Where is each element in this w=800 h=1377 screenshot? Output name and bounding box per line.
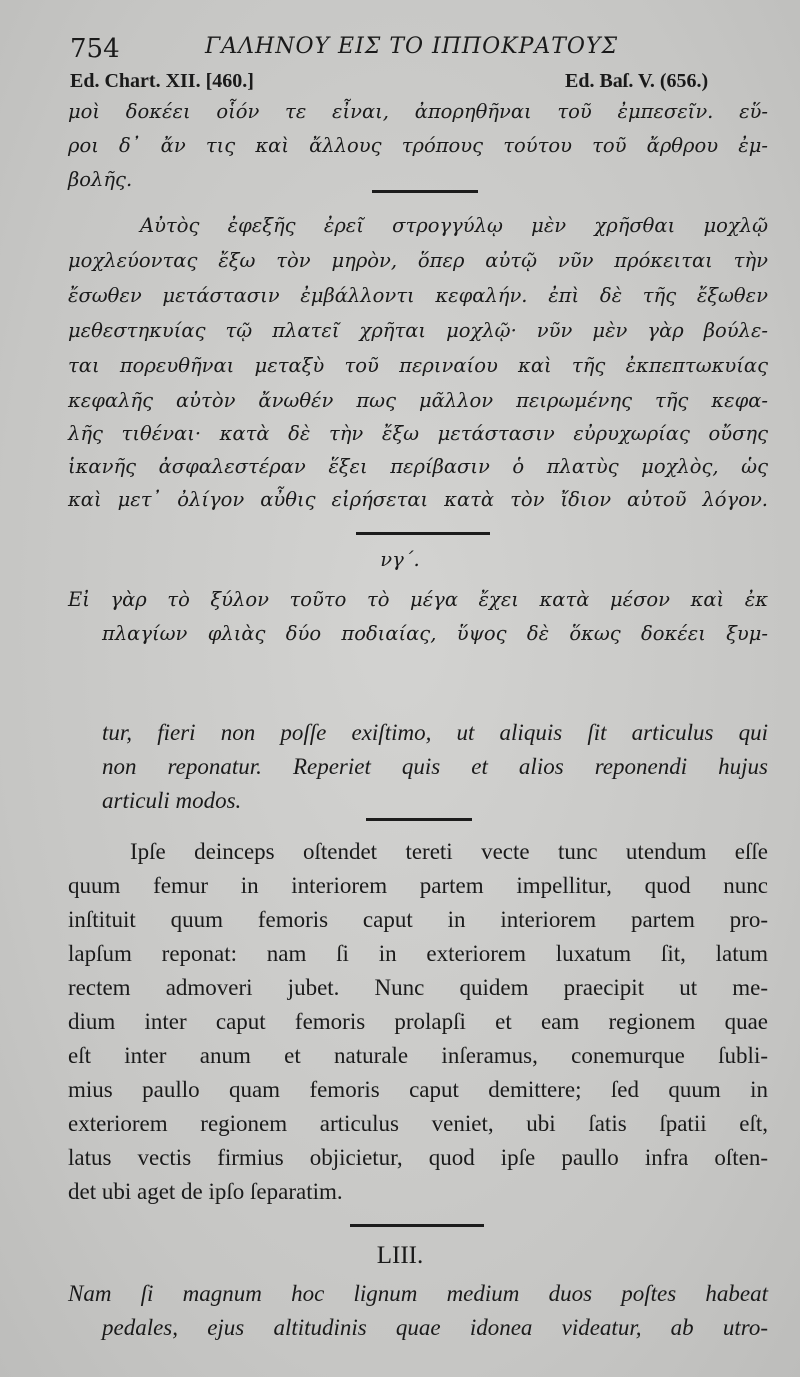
text-line: βολῆς. [68,168,133,191]
section-number-greek: νγ΄. [380,548,420,571]
text-line: rectem admoveri jubet. Nunc quidem praecipit ut me- [68,975,768,1000]
text-line: lapſum reponat: nam ſi in exteriorem luxatum ſit, latum [68,941,768,966]
text-line: mius paullo quam femoris caput demittere; ſed quum in [68,1077,768,1102]
separator-rule [366,818,472,821]
text-line: tur, fieri non poſſe exiſtimo, ut aliquis ſit articulus qui [102,720,768,745]
text-line: Αὐτὸς ἐφεξῆς ἐρεῖ στρογγύλῳ μὲν χρῆσθαι μοχλῷ [140,214,768,237]
separator-rule [356,532,490,535]
running-title: ΓΑΛΗΝΟΥ ΕΙΣ ΤΟ ΙΠΠΟΚΡΑΤΟΥΣ [205,34,619,59]
page-number: 754 [70,34,120,64]
text-line: quum femur in interiorem partem impellitur, quod nunc [68,873,768,898]
text-line: καὶ μετ᾽ ὀλίγον αὖθις εἰρήσεται κατὰ τὸν ἴδιον αὐτοῦ λόγον. [68,488,768,511]
text-line: latus vectis firmius objicietur, quod ipſe paullo infra oſten- [68,1145,768,1170]
text-line: μοὶ δοκέει οἷόν τε εἶναι, ἀπορηθῆναι τοῦ ἐμπεσεῖν. εὕ- [68,100,768,123]
text-line: exteriorem regionem articulus veniet, ubi ſatis ſpatii eſt, [68,1111,768,1136]
text-line: κεφαλῆς αὐτὸν ἄνωθέν πως μᾶλλον πειρωμένης τῆς κεφα- [68,389,768,412]
separator-rule [372,190,478,193]
text-line: Εἰ γὰρ τὸ ξύλον τοῦτο τὸ μέγα ἔχει κατὰ μέσον καὶ ἐκ [68,588,768,611]
separator-rule [350,1224,484,1227]
edition-chartier-ref: Ed. Chart. XII. [460.] [70,70,254,92]
text-line: ται πορευθῆναι μεταξὺ τοῦ περιναίου καὶ τῆς ἐκπεπτωκυίας [68,354,768,377]
text-line: λῆς τιθέναι· κατὰ δὲ τὴν ἔξω μετάστασιν εὐρυχωρίας οὔσης [68,422,768,445]
text-line: articuli modos. [102,788,242,813]
section-number-latin: LIII. [376,1242,424,1269]
text-line: Nam ſi magnum hoc lignum medium duos poſtes habeat [68,1281,768,1306]
text-line: pedales, ejus altitudinis quae idonea videatur, ab utro- [102,1315,768,1340]
text-line: μοχλεύοντας ἔξω τὸν μηρὸν, ὅπερ αὐτῷ νῦν πρόκειται τὴν [68,249,768,272]
text-line: dium inter caput femoris prolapſi et eam regionem quae [68,1009,768,1034]
text-line: ἱκανῆς ἀσφαλεστέραν ἕξει περίβασιν ὁ πλατὺς μοχλὸς, ὡς [68,455,768,478]
text-line: inſtituit quum femoris caput in interiorem partem pro- [68,907,768,932]
text-line: non reponatur. Reperiet quis et alios reponendi hujus [102,754,768,779]
text-line: πλαγίων φλιὰς δύο ποδιαίας, ὕψος δὲ ὅκως δοκέει ξυμ- [102,622,768,645]
text-line: μεθεστηκυίας τῷ πλατεῖ χρῆται μοχλῷ· νῦν μὲν γὰρ βούλε- [68,319,768,342]
text-line: Ipſe deinceps oſtendet tereti vecte tunc utendum eſſe [130,839,768,864]
text-line: ροι δ᾽ ἄν τις καὶ ἄλλους τρόπους τούτου τοῦ ἄρθρου ἐμ- [68,134,768,157]
text-line: eſt inter anum et naturale inſeramus, conemurque ſubli- [68,1043,768,1068]
text-line: ἔσωθεν μετάστασιν ἐμβάλλοντι κεφαλήν. ἐπὶ δὲ τῆς ἔξωθεν [68,284,768,307]
edition-basel-ref: Ed. Baſ. V. (656.) [565,70,709,92]
text-line: det ubi aget de ipſo ſeparatim. [68,1179,343,1204]
